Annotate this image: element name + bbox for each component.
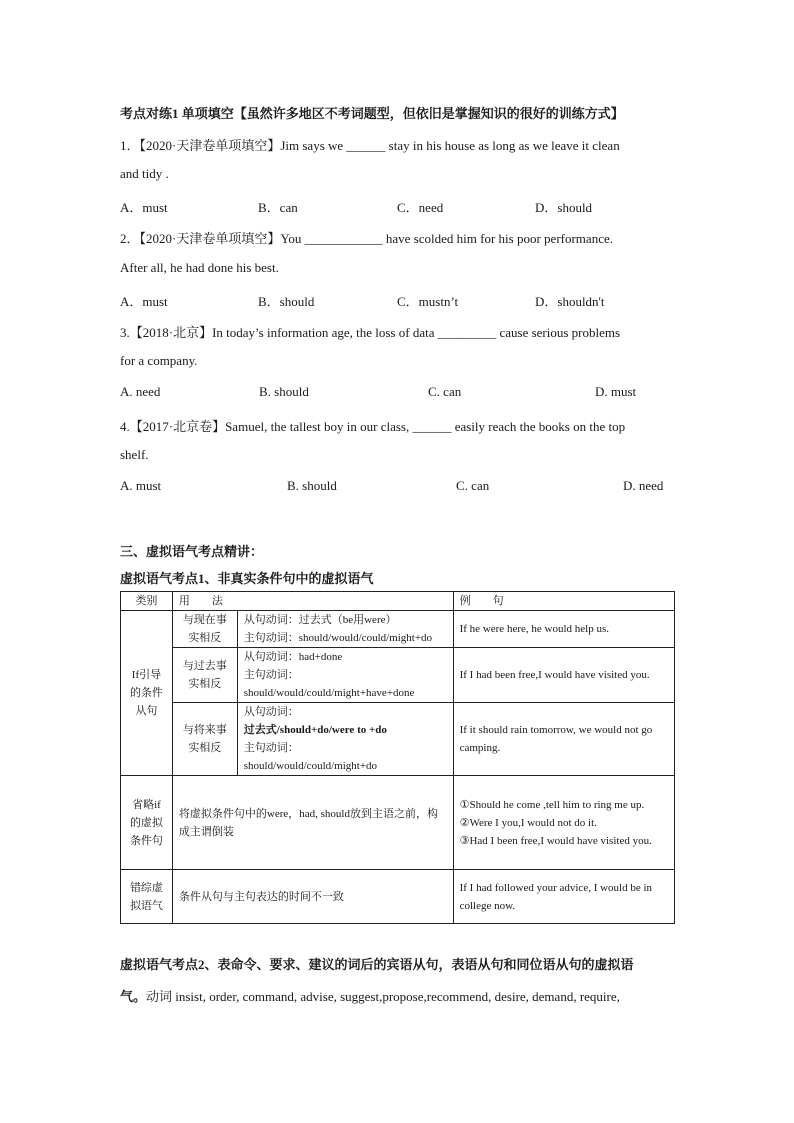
subjunctive-table [120,591,675,924]
question-3-line-2: for a company. [120,353,198,368]
omit-if-examples [453,776,674,870]
point-2-line-2 [120,986,620,1005]
row-type: 与过去事实相反 [172,648,237,703]
omit-if-category: 省略if的虚拟条件句 [121,776,173,870]
question-2-option-d: D．shouldn't [535,294,605,309]
table-header-row [121,592,675,611]
table-row [121,870,675,924]
question-4-option-d: D. need [623,478,664,493]
question-1-option-a: A．must [120,200,168,215]
question-1-line-2: and tidy . [120,166,169,181]
question-4-option-c: C. can [456,478,490,493]
rule-line: 从句动词： [243,706,299,718]
if-category-cell: If引导的条件从句 [121,611,173,776]
row-example: If he were here, he would help us. [453,611,674,648]
section-title: 考点对练1 单项填空【虽然许多地区不考词题型，但依旧是掌握知识的很好的训练方式】 [120,106,624,121]
row-rule [237,648,453,703]
question-3-option-c: C. can [428,384,462,399]
rule-line: 主句动词： [243,669,299,681]
header-usage: 用 法 [172,592,453,611]
rule-line: 主句动词： [243,742,299,754]
rule-line: 过去式/should+do/were to +do [243,724,387,736]
row-rule [237,611,453,648]
section-3-title: 三、虚拟语气考点精讲： [120,544,264,559]
table-row [121,776,675,870]
question-1-option-c: C．need [397,200,444,215]
table-row [121,703,675,776]
question-2-option-c: C．mustn’t [397,294,459,309]
question-4-option-b: B. should [287,478,337,493]
rule-line: 主句动词：should/would/could/might+do [243,632,433,644]
table-row [121,611,675,648]
row-example: If it should rain tomorrow, we would not go camping. [453,703,674,776]
mixed-example: If I had followed your advice, I would be in college now. [453,870,674,924]
example-line: ②Were I you,I would not do it. [459,816,597,829]
point-1-title: 虚拟语气考点1、非真实条件句中的虚拟语气 [120,571,374,586]
row-type: 与现在事实相反 [172,611,237,648]
table-row [121,648,675,703]
row-example: If I had been free,I would have visited you. [453,648,674,703]
rule-line: 从句动词：过去式（be用were） [243,614,397,626]
rule-line: should/would/could/might+do [243,760,378,772]
example-line: ①Should he come ,tell him to ring me up. [459,798,645,811]
question-4-line-2: shelf. [120,447,149,462]
question-2-option-b: B．should [258,294,315,309]
question-1-line-1: 1．【2020·天津卷单项填空】Jim says we ______ stay in his house as long as we leave it clean [120,138,620,153]
omit-if-rule: 将虚拟条件句中的were，had, should放到主语之前，构成主谓倒装 [172,776,453,870]
question-3-option-d: D. must [595,384,637,399]
row-rule [237,703,453,776]
rule-line: 从句动词：had+done [243,651,343,663]
mixed-category: 错综虚拟语气 [121,870,173,924]
point-2-line-2-rest: 动词 insist, order, command, advise, suggest,propose,recommend, desire, demand, require, [146,989,620,1004]
question-2-line-2: After all, he had done his best. [120,260,279,275]
question-3-option-b: B. should [259,384,309,399]
question-4-option-a: A. must [120,478,162,493]
question-3-option-a: A. need [120,384,161,399]
header-example: 例 句 [453,592,674,611]
example-line: ③Had I been free,I would have visited you. [459,834,652,847]
question-1-option-b: B．can [258,200,298,215]
row-type: 与将来事实相反 [172,703,237,776]
question-1-option-d: D．should [535,200,593,215]
question-2-line-1: 2．【2020·天津卷单项填空】You ____________ have scolded him for his poor performance. [120,231,613,246]
point-2-title: 虚拟语气考点2、表命令、要求、建议的词后的宾语从句，表语从句和同位语从句的虚拟语 [120,957,634,972]
point-2-line-2-bold: 气。 [120,989,147,1004]
rule-line: should/would/could/might+have+done [243,687,415,699]
question-3-line-1: 3.【2018·北京】In today’s information age, the loss of data _________ cause serious problems [120,325,621,340]
mixed-rule: 条件从句与主句表达的时间不一致 [172,870,453,924]
header-category: 类别 [121,592,173,611]
question-4-line-1: 4.【2017·北京卷】Samuel, the tallest boy in our class, ______ easily reach the books on the top [120,419,626,434]
question-2-option-a: A．must [120,294,168,309]
